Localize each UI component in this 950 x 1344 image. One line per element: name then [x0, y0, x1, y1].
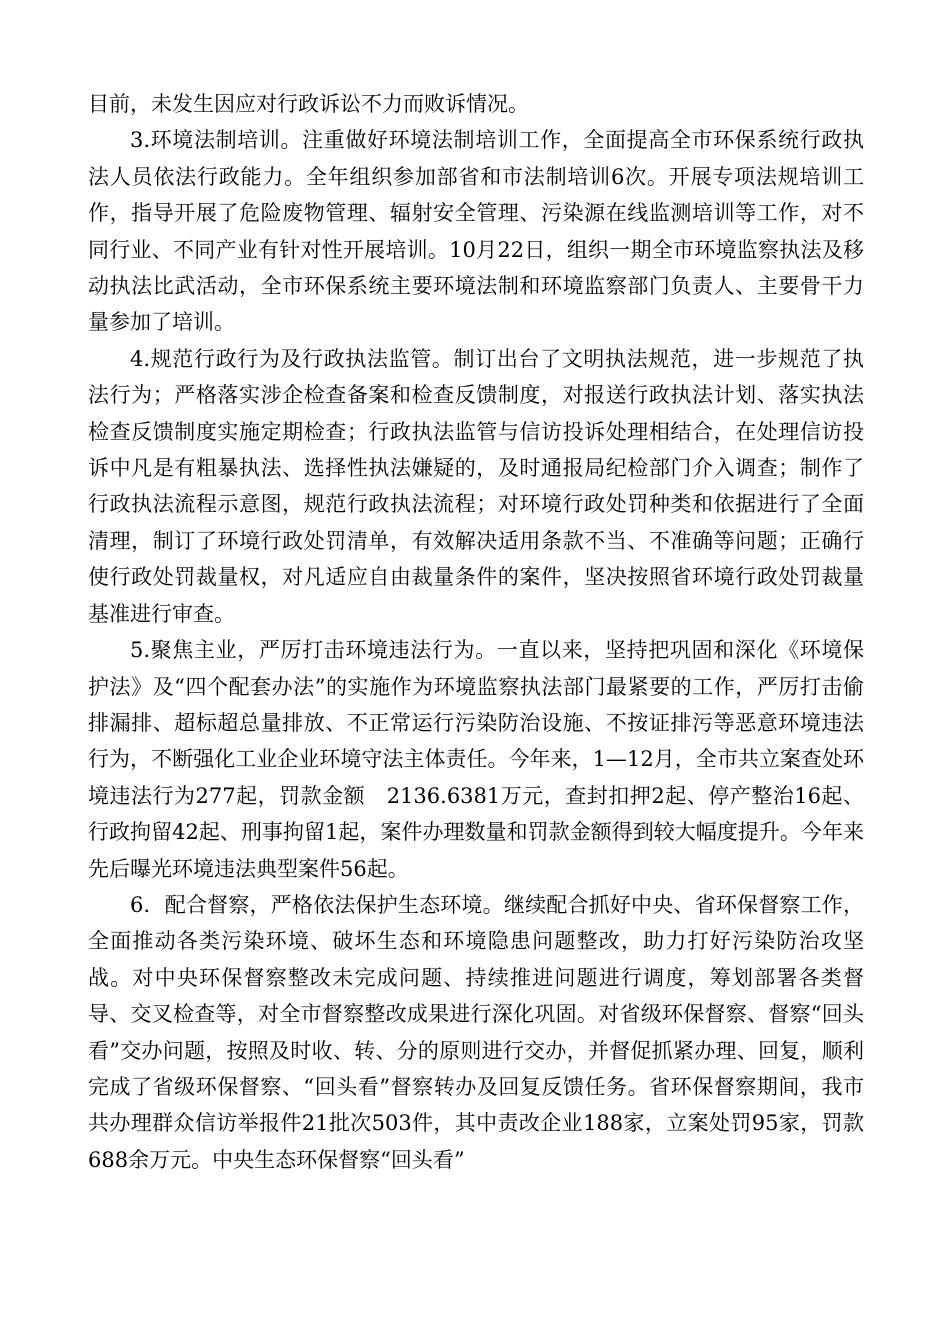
- document-page: [88, 86, 864, 1178]
- paragraph-administrative-conduct: 4.规范行政行为及行政执法监管。制订出台了文明执法规范，进一步规范了执法行为；严格落实涉企检查备案和检查反馈制度，对报送行政执法计划、落实执法检查反馈制度实施定期检查；行政执法监管与信访投诉处理相结合，在处理信访投诉中凡是有粗暴执法、选择性执法嫌疑的，及时通报局纪检部门介入调查；制作了行政执法流程示意图，规范行政执法流程；对环境行政处罚种类和依据进行了全面清理，制订了环境行政处罚清单，有效解决适用条款不当、不准确等问题；正确行使行政处罚裁量权，对凡适应自由裁量条件的案件，坚决按照省环境行政处罚裁量基准进行审查。: [88, 346, 864, 626]
- paragraph-continuation: 目前，未发生因应对行政诉讼不力而败诉情况。: [88, 92, 529, 116]
- paragraph-enforcement: 5.聚焦主业，严厉打击环境违法行为。一直以来，坚持把巩固和深化《环境保护法》及“四个配套办法”的实施作为环境监察执法部门最紧要的工作，严厉打击偷排漏排、超标超总量排放、不正常运行污染防治设施、不按证排污等恶意环境违法行为，不断强化工业企业环境守法主体责任。今年来，1—12月，全市共立案查处环境违法行为277起，罚款金额 2136.6381万元，查封扣押2起、停产整治16起、行政拘留42起、刑事拘留1起，案件办理数量和罚款金额得到较大幅度提升。今年来先后曝光环境违法典型案件56起。: [88, 638, 864, 881]
- paragraph-inspection-cooperation: 6．配合督察，严格依法保护生态环境。继续配合抓好中央、省环保督察工作，全面推动各类污染环境、破坏生态和环境隐患问题整改，助力打好污染防治攻坚战。对中央环保督察整改未完成问题、持续推进问题进行调度，筹划部署各类督导、交叉检查等，对全市督察整改成果进行深化巩固。对省级环保督察、督察“回头看”交办问题，按照及时收、转、分的原则进行交办，并督促抓紧办理、回复，顺利完成了省级环保督察、“回头看”督察转办及回复反馈任务。省环保督察期间，我市共办理群众信访举报件21批次503件，其中责改企业188家，立案处罚95家，罚款688余万元。中央生态环保督察“回头看”: [88, 892, 864, 1172]
- paragraph-legal-training: 3.环境法制培训。注重做好环境法制培训工作，全面提高全市环保系统行政执法人员依法行政能力。全年组织参加部省和市法制培训6次。开展专项法规培训工作，指导开展了危险废物管理、辐射安全管理、污染源在线监测培训等工作，对不同行业、不同产业有针对性开展培训。10月22日，组织一期全市环境监察执法及移动执法比武活动，全市环保系统主要环境法制和环境监察部门负责人、主要骨干力量参加了培训。: [88, 128, 864, 335]
